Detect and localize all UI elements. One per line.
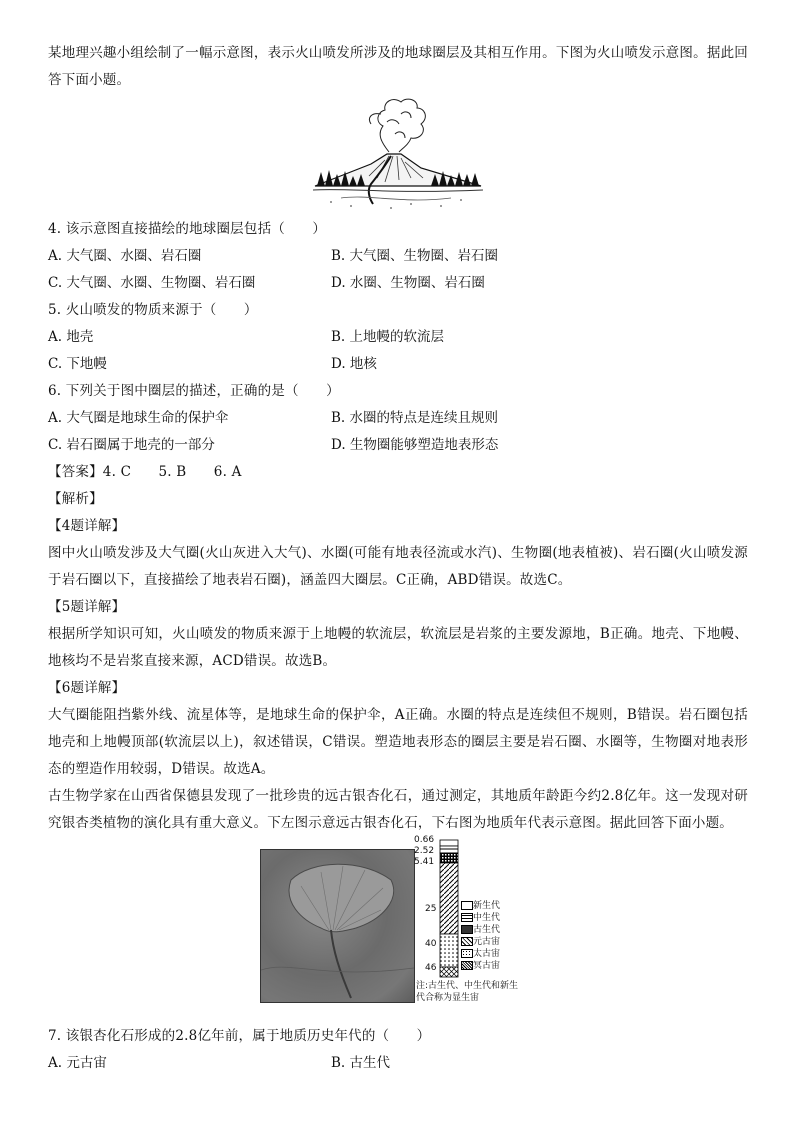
legend-label: 太古宙 [473,949,501,959]
eon-archean [440,934,458,967]
q5-option-a[interactable]: A. 地壳 [48,329,94,345]
legend-label: 中生代 [473,913,501,923]
legend-item [461,936,500,948]
ginkgo-leaf-drawing [261,850,414,1002]
tick-label: 25 [425,904,437,914]
q7-stem: 7. 该银杏化石形成的2.8亿年前，属于地质历史年代的（ ） [48,1028,431,1044]
era-paleozoic [440,853,458,863]
intro-ginkgo: 古生物学家在山西省保德县发现了一批珍贵的远古银杏化石，通过测定，其地质年龄距今约2.8亿年。这一发现对研究银杏类植物的演化具有重大意义。下左图示意远古银杏化石，下右图为地质年代表示意图。据此回答下面小题。 [48,788,748,831]
q6-stem: 6. 下列关于图中圈层的描述，正确的是（ ） [48,383,340,399]
q4-option-b[interactable]: B. 大气圈、生物圈、岩石圈 [331,248,499,264]
q6-option-d[interactable]: D. 生物圈能够塑造地表形态 [331,437,499,453]
q5-option-c[interactable]: C. 下地幔 [48,356,107,372]
tick-label: 2.52 [414,846,435,856]
detail-4-text: 图中火山喷发涉及大气圈(火山灰进入大气)、水圈(可能有地表径流或水汽)、生物圈(地表植被)、岩石圈(火山喷发源于岩石圈以下，直接描绘了地表岩石圈)，涵盖四大圈层。C正确，ABD错误。故选C。 [48,545,748,588]
analysis-heading: 【解析】 [48,491,103,507]
legend-item [461,960,500,972]
answer-line: 【答案】4. C 5. B 6. A [48,464,242,480]
q4-options-row1 [48,243,748,270]
legend-label: 冥古宙 [473,961,501,971]
detail-5-text: 根据所学知识可知，火山喷发的物质来源于上地幔的软流层，软流层是岩浆的主要发源地，B正确。地壳、下地幔、地核均不是岩浆直接来源，ACD错误。故选B。 [48,626,748,669]
q4-option-d[interactable]: D. 水圈、生物圈、岩石圈 [331,275,485,291]
legend-item [461,912,500,924]
eon-proterozoic [440,863,458,934]
legend-label: 古生代 [473,925,501,935]
q5-option-b[interactable]: B. 上地幔的软流层 [331,329,445,345]
q6-option-b[interactable]: B. 水圈的特点是连续且规则 [331,410,499,426]
q4-option-c[interactable]: C. 大气圈、水圈、生物圈、岩石圈 [48,275,256,291]
q5-option-d[interactable]: D. 地核 [331,356,377,372]
q7-option-b[interactable]: B. 古生代 [331,1055,391,1071]
legend-item [461,924,500,936]
legend-item [461,948,500,960]
q4-option-a[interactable]: A. 大气圈、水圈、岩石圈 [48,248,202,264]
scale-note-line: 代合称为显生宙 [416,993,480,1003]
q7-option-a[interactable]: A. 元古宙 [48,1055,107,1071]
tick-label: 5.41 [414,857,435,867]
geologic-time-scale [414,837,554,1022]
ginkgo-figures [48,837,748,1023]
era-cenozoic [440,840,458,846]
q6-options-row2 [48,432,748,459]
detail-6-heading: 【6题详解】 [48,680,126,696]
legend-item [461,900,500,912]
q5-options-row2 [48,351,748,378]
scale-note [416,980,518,1004]
q6-option-a[interactable]: A. 大气圈是地球生命的保护伞 [48,410,229,426]
detail-5-heading: 【5题详解】 [48,599,126,615]
intro-volcano: 某地理兴趣小组绘制了一幅示意图，表示火山喷发所涉及的地球圈层及其相互作用。下图为火山喷发示意图。据此回答下面小题。 [48,45,748,88]
q5-options-row1 [48,324,748,351]
detail-6-text: 大气圈能阻挡紫外线、流星体等，是地球生命的保护伞，A正确。水圈的特点是连续但不规则，B错误。岩石圈包括地壳和上地幔顶部(软流层以上)，叙述错误，C错误。塑造地表形态的圈层主要是岩石圈、水圈等，生物圈对地表形态的塑造作用较弱，D错误。故选A。 [48,707,748,777]
q6-option-c[interactable]: C. 岩石圈属于地壳的一部分 [48,437,215,453]
q5-stem: 5. 火山喷发的物质来源于（ ） [48,302,258,318]
volcano-illustration [311,94,485,212]
detail-4-heading: 【4题详解】 [48,518,126,534]
eon-hadean [440,967,458,977]
scale-legend [461,900,500,972]
tick-label: 40 [425,939,437,949]
tick-label: 0.66 [414,835,435,845]
legend-label: 新生代 [473,901,501,911]
scale-note-line: 注:古生代、中生代和新生 [416,981,519,991]
volcano-figure [48,94,748,216]
document-page [48,40,748,1077]
q6-options-row1 [48,405,748,432]
tick-label: 46 [425,963,437,973]
era-mesozoic [440,846,458,853]
legend-label: 元古宙 [473,937,501,947]
q4-stem: 4. 该示意图直接描绘的地球圈层包括（ ） [48,221,327,237]
q7-options-row1 [48,1050,748,1077]
q4-options-row2 [48,270,748,297]
ginkgo-fossil-photo [260,849,415,1003]
